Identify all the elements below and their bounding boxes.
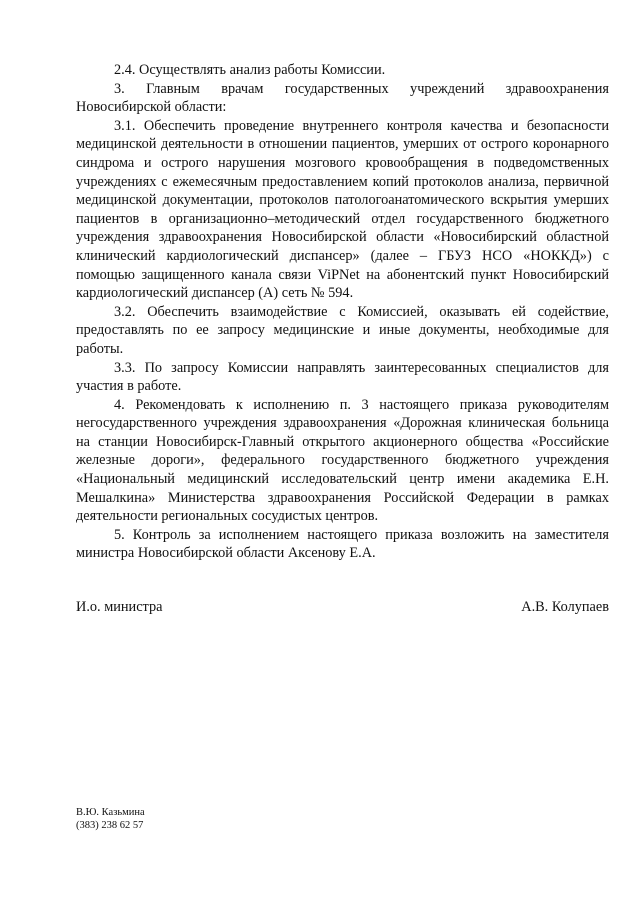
signatory-title: И.о. министра [76,599,163,615]
paragraph-3-1: 3.1. Обеспечить проведение внутреннего контроля качества и безопасности медицинской деятельности в отношении пациентов, умерших от острого коронарного синдрома и острого нарушения мозгового кровообращения в подведомственных учреждениях с ежемесячным предоставлением копий протоколов анализа, первичной медицинской документации, протоколов патологоанатомического вскрытия умерших пациентов в организационно–методический отдел государственного бюджетного учреждения здравоохранения Новосибирской области «Новосибирский областной клинический кардиологический диспансер» (далее – ГБУЗ НСО «НОККД») с помощью защищенного канала связи ViPNet на абонентский пункт Новосибирский кардиологический диспансер (А) сеть № 594. [76,117,609,302]
paragraph-3-2: 3.2. Обеспечить взаимодействие с Комиссией, оказывать ей содействие, предоставлять по ее запросу медицинские и иные документы, необходимые для работы. [76,303,609,357]
paragraph-4: 4. Рекомендовать к исполнению п. 3 настоящего приказа руководителям негосударственного учреждения здравоохранения «Дорожная клиническая больница на станции Новосибирск-Главный открытого акционерного общества «Российские железные дороги», федерального государственного бюджетного учреждения «Национальный медицинский исследовательский центр имени академика Е.Н. Мешалкина» Министерства здравоохранения Российской Федерации в рамках деятельности региональных сосудистых центров. [76,396,609,525]
paragraph-3-3: 3.3. По запросу Комиссии направлять заинтересованных специалистов для участия в работе. [76,359,609,395]
executor-phone: (383) 238 62 57 [76,820,144,831]
executor-name: В.Ю. Казьмина [76,807,145,818]
executor-block [76,806,145,832]
paragraph-3: 3. Главным врачам государственных учреждений здравоохранения Новосибирской области: [76,80,609,116]
document-body [76,61,609,563]
signatory-name: А.В. Колупаев [521,599,609,615]
paragraph-5: 5. Контроль за исполнением настоящего приказа возложить на заместителя министра Новосибирской области Аксенову Е.А. [76,526,609,562]
signature-block [76,598,609,618]
paragraph-2-4: 2.4. Осуществлять анализ работы Комиссии. [114,62,386,78]
